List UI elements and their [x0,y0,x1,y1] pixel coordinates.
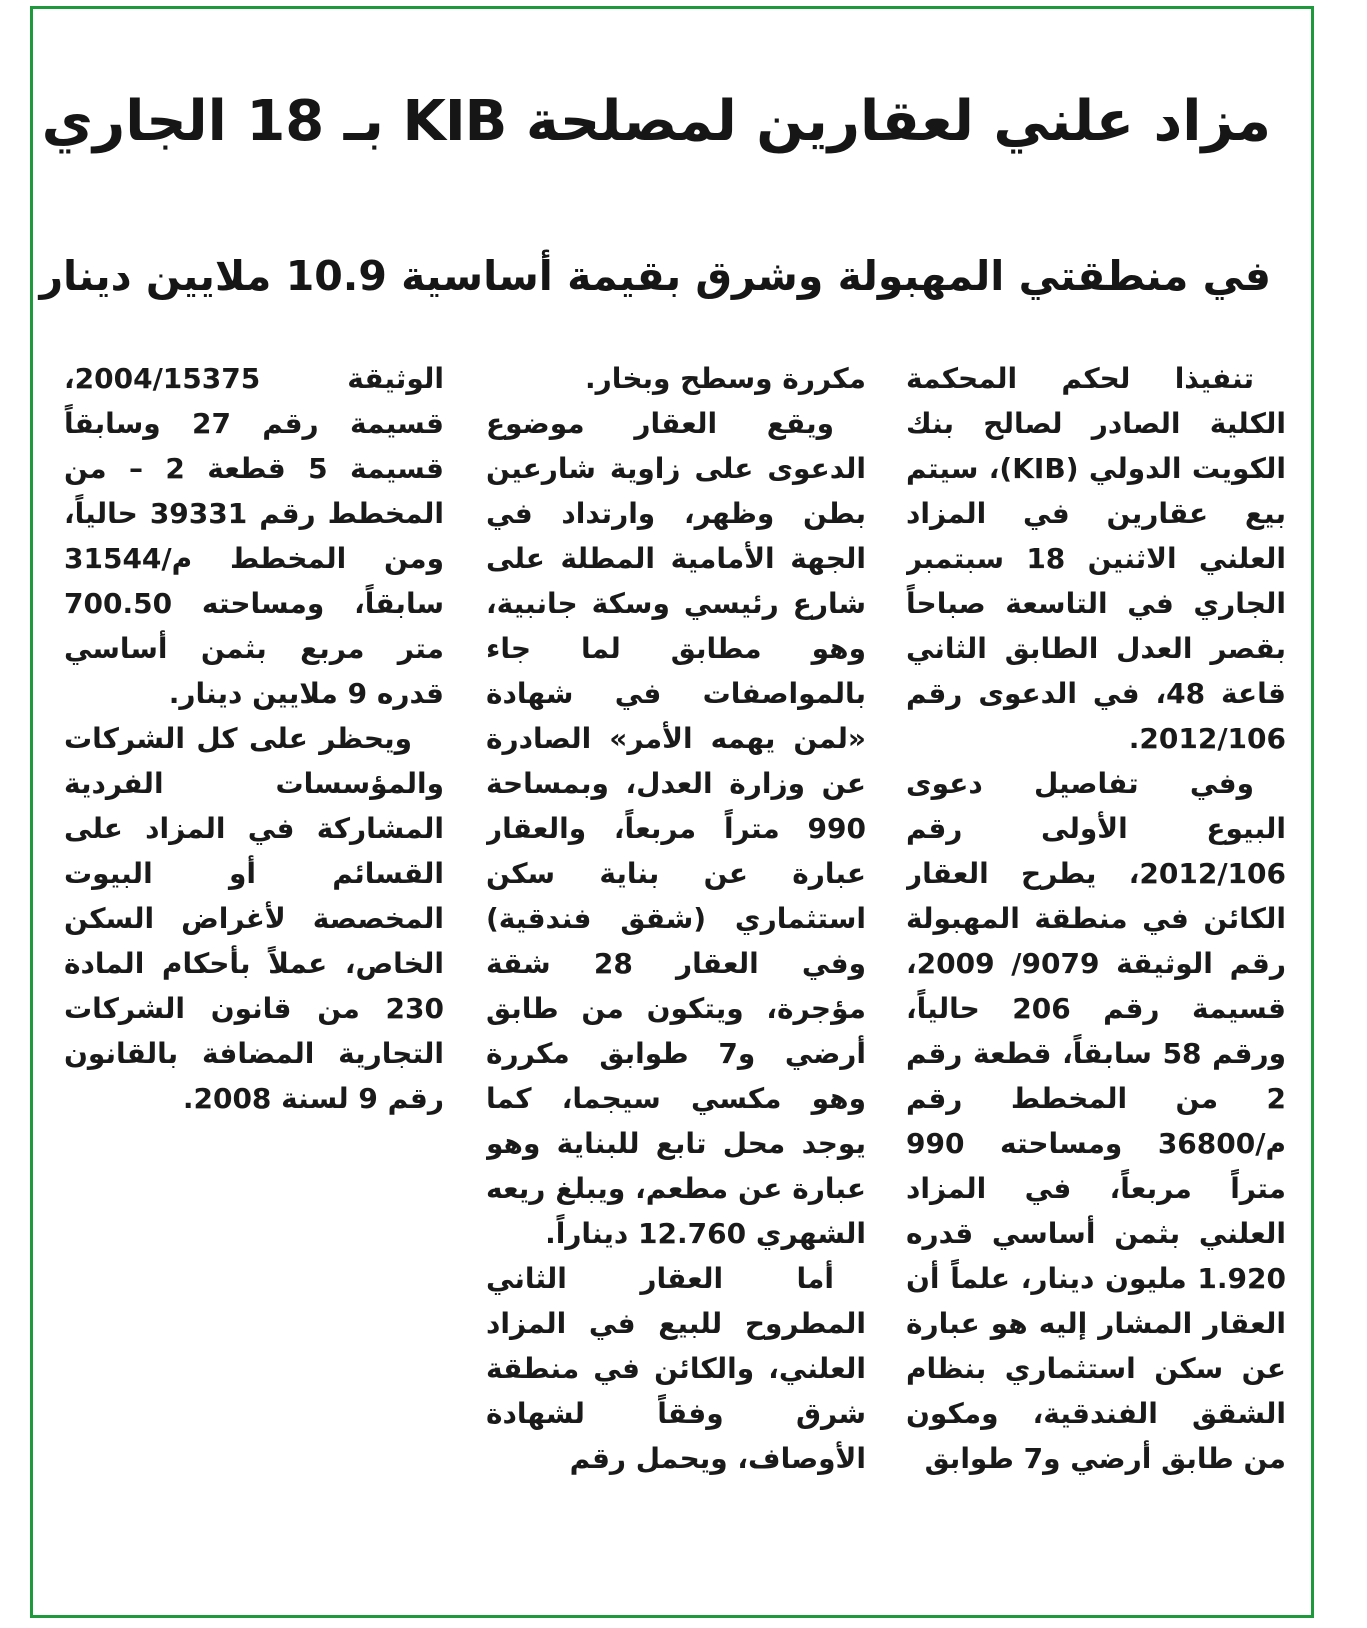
column-3 [64,356,444,1526]
column-3-paragraph-2: ويحظر على كل الشركات والمؤسسات الفردية المشاركة في المزاد على القسائم أو البيوت المخصصة لأغراض السكن الخاص، عملاً بأحكام المادة 230 من قانون الشركات التجارية المضافة بالقانون رقم 9 لسنة 2008. [64,722,444,1115]
headline: مزاد علني لعقارين لمصلحة KIB بـ 18 الجاري [41,89,1271,154]
column-2-paragraph-1: مكررة وسطح وبخار. [585,362,866,395]
subheadline: في منطقتي المهبولة وشرق بقيمة أساسية 10.9 ملايين دينار [39,252,1271,300]
column-1-paragraph-1: تنفيذا لحكم المحكمة الكلية الصادر لصالح بنك الكويت الدولي (KIB)، سيتم بيع عقارين في المزاد العلني الاثنين 18 سبتمبر الجاري في التاسعة صباحاً بقصر العدل الطابق الثاني قاعة 48، في الدعوى رقم 2012/106. [906,362,1286,755]
column-2 [486,356,866,1526]
column-1-paragraph-2: وفي تفاصيل دعوى البيوع الأولى رقم 2012/106، يطرح العقار الكائن في منطقة المهبولة رقم الوثيقة 9079/ 2009، قسيمة رقم 206 حالياً، ورقم 58 سابقاً، قطعة رقم 2 من المخطط رقم م/36800 ومساحته 990 متراً مربعاً، في المزاد العلني بثمن أساسي قدره 1.920 مليون دينار، علماً أن العقار المشار إليه هو عبارة عن سكن استثماري بنظام الشقق الفندقية، ومكون من طابق أرضي و7 طوابق [906,767,1286,1475]
column-2-paragraph-2: ويقع العقار موضوع الدعوى على زاوية شارعين بطن وظهر، وارتداد في الجهة الأمامية المطلة على شارع رئيسي وسكة جانبية، وهو مطابق لما جاء بالمواصفات في شهادة «لمن يهمه الأمر» الصادرة عن وزارة العدل، وبمساحة 990 متراً مربعاً، والعقار عبارة عن بناية سكن استثماري (شقق فندقية) وفي العقار 28 شقة مؤجرة، ويتكون من طابق أرضي و7 طوابق مكررة وهو مكسي سيجما، كما يوجد محل تابع للبناية وهو عبارة عن مطعم، ويبلغ ريعه الشهري 12.760 ديناراً. [486,407,866,1250]
column-3-paragraph-1: الوثيقة 2004/15375، قسيمة رقم 27 وسابقاً قسيمة 5 قطعة 2 – من المخطط رقم 39331 حالياً، ومن المخطط م/31544 سابقاً، ومساحته 700.50 متر مربع بثمن أساسي قدره 9 ملايين دينار. [64,362,444,710]
column-2-paragraph-3: أما العقار الثاني المطروح للبيع في المزاد العلني، والكائن في منطقة شرق وفقاً لشهادة الأوصاف، ويحمل رقم [486,1262,866,1475]
column-1 [906,356,1286,1526]
